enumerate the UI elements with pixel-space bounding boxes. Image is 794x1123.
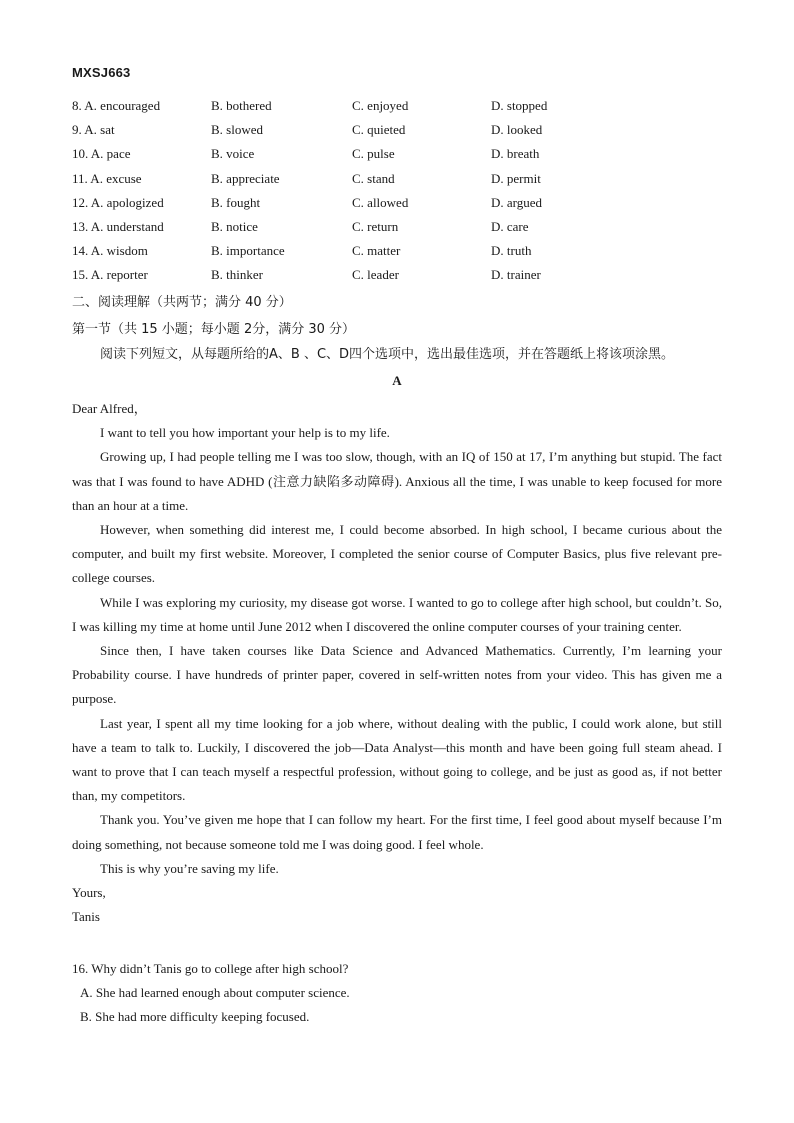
signature: Tanis	[72, 909, 100, 925]
option-d: D. looked	[491, 122, 543, 138]
option-a: 14. A. wisdom	[72, 243, 148, 259]
section-title: 二、阅读理解（共两节；满分 40 分）	[72, 295, 292, 310]
option-b: B. voice	[211, 146, 255, 162]
choice-a: A. She had learned enough about computer science.	[80, 985, 350, 1001]
part-title: 第一节（共 15 小题；每小题 2分，满分 30 分）	[72, 322, 356, 337]
passage-letter	[72, 397, 722, 929]
paper-code: MXSJ663	[72, 65, 131, 80]
paragraph: I want to tell you how important your help is to my life.	[100, 425, 390, 441]
option-d: D. trainer	[491, 267, 541, 283]
option-d: D. care	[491, 218, 529, 234]
option-c: C. matter	[352, 243, 401, 259]
option-b: B. fought	[211, 194, 261, 210]
option-b: B. thinker	[211, 267, 263, 283]
option-d: D. truth	[491, 243, 532, 259]
choice-b: B. She had more difficulty keeping focused.	[80, 1009, 310, 1025]
paragraph: However, when something did interest me, I could become absorbed. In high school, I became curious about the computer, and built my first website. Moreover, I completed the senior course of Computer Basics, plus five relevant pre-college courses.	[72, 522, 722, 586]
passage-label: A	[392, 373, 402, 388]
option-c: C. leader	[352, 267, 399, 283]
option-d: D. permit	[491, 170, 541, 186]
paragraph: Thank you. You’ve given me hope that I can follow my heart. For the first time, I feel good about myself because I’m doing something, not because someone told me I was doing good. I feel whole.	[72, 812, 722, 852]
option-b: B. importance	[211, 243, 285, 259]
question-stem: 16. Why didn’t Tanis go to college after high school?	[72, 961, 349, 976]
option-a: 11. A. excuse	[72, 170, 142, 186]
paragraph: Growing up, I had people telling me I was too slow, though, with an IQ of 150 at 17, I’m anything but stupid. The fact was that I was found to have ADHD (注意力缺陷多动障碍). Anxious all the time, I was unable to keep focused for more than an hour at a time.	[72, 449, 722, 513]
option-c: C. allowed	[352, 194, 409, 210]
option-c: C. stand	[352, 170, 395, 186]
option-d: D. argued	[491, 194, 543, 210]
option-c: C. enjoyed	[352, 98, 409, 113]
option-a: 10. A. pace	[72, 146, 131, 162]
paragraph: This is why you’re saving my life.	[100, 860, 279, 876]
closing: Yours,	[72, 885, 106, 901]
option-c: C. quieted	[352, 122, 406, 138]
option-a: 13. A. understand	[72, 218, 164, 234]
option-d: D. breath	[491, 146, 540, 162]
paragraph: Since then, I have taken courses like Data Science and Advanced Mathematics. Currently, I’m learning your Probability course. I have hundreds of printer paper, covered in self-written notes from your video. This has given me a purpose.	[72, 643, 722, 707]
option-d: D. stopped	[491, 98, 548, 113]
option-a: 12. A. apologized	[72, 194, 164, 210]
question-16	[72, 957, 350, 1030]
option-b: B. appreciate	[211, 170, 280, 186]
option-a: 15. A. reporter	[72, 267, 148, 283]
salutation: Dear Alfred，	[72, 401, 147, 416]
paragraph: While I was exploring my curiosity, my disease got worse. I wanted to go to college after high school, but couldn’t. So, I was killing my time at home until June 2012 when I discovered the online computer courses of your training center.	[72, 594, 722, 634]
option-b: B. bothered	[211, 98, 272, 113]
paragraph: Last year, I spent all my time looking for a job where, without dealing with the public, I could work alone, but still have a team to talk to. Luckily, I discovered the job—Data Analyst—this month and have been going full steam ahead. I want to prove that I can teach myself a respectful profession, without going to college, and be just as good as, if not better than, my competitors.	[72, 715, 722, 804]
option-c: C. pulse	[352, 146, 395, 162]
option-b: B. slowed	[211, 122, 263, 138]
instruction: 阅读下列短文，从每题所给的A、B 、C、D四个选项中，选出最佳选项，并在答题纸上将该项涂黑。	[100, 347, 675, 362]
option-b: B. notice	[211, 218, 258, 234]
option-a: 9. A. sat	[72, 122, 115, 138]
option-a: 8. A. encouraged	[72, 98, 161, 113]
option-c: C. return	[352, 218, 399, 234]
